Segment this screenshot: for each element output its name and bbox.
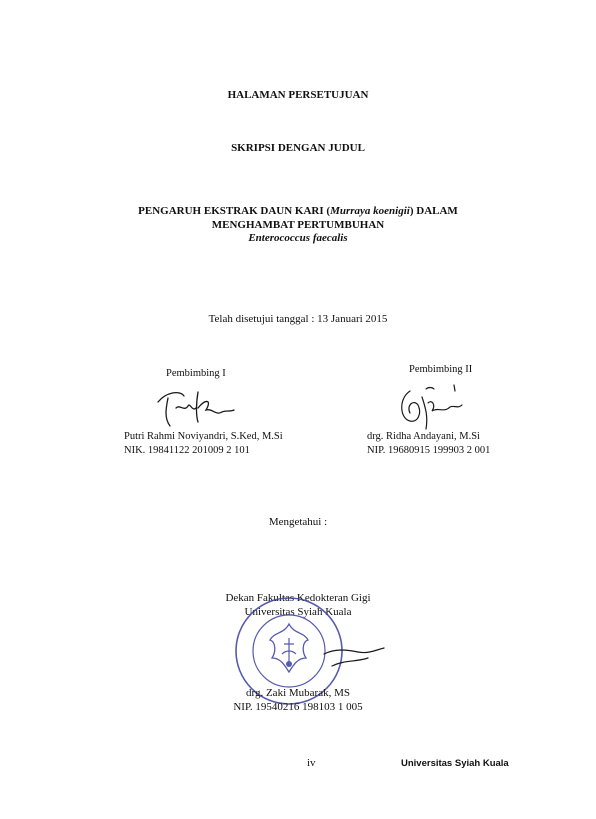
dean-name: drg. Zaki Mubarak, MS [246,687,350,699]
supervisor1-id: NIK. 19841122 201009 2 101 [124,445,250,456]
dean-signature [322,636,386,676]
thesis-title-line3: Enterococcus faecalis [248,232,348,244]
supervisor2-name: drg. Ridha Andayani, M.Si [367,431,480,442]
supervisor1-role: Pembimbing I [166,368,226,379]
supervisor2-id: NIP. 19680915 199903 2 001 [367,445,491,456]
page-subheading: SKRIPSI DENGAN JUDUL [231,142,365,154]
dean-id: NIP. 19540216 198103 1 005 [233,701,363,713]
acknowledgment-label: Mengetahui : [268,516,328,528]
thesis-title-line1 [0,205,596,217]
supervisor1-name: Putri Rahmi Noviyandri, S.Ked, M.Si [124,431,283,442]
approval-date: Telah disetujui tanggal : 13 Januari 2015 [208,313,388,325]
footer-institution: Universitas Syiah Kuala [401,758,509,769]
thesis-title-species: Murraya koenigii [330,205,410,217]
supervisor2-signature [392,383,464,435]
page-heading: HALAMAN PERSETUJUAN [227,89,369,101]
thesis-title-part1: PENGARUH EKSTRAK DAUN KARI ( [138,205,331,217]
thesis-title-part2: ) DALAM [409,205,458,217]
supervisor2-role: Pembimbing II [409,364,473,375]
dean-title-line1: Dekan Fakultas Kedokteran Gigi [225,592,371,604]
seal-emblem-icon [270,624,308,672]
supervisor1-signature [150,386,240,430]
dean-title-line2: Universitas Syiah Kuala [244,606,352,618]
page-number: iv [307,757,316,769]
thesis-title-line2: MENGHAMBAT PERTUMBUHAN [211,219,385,231]
